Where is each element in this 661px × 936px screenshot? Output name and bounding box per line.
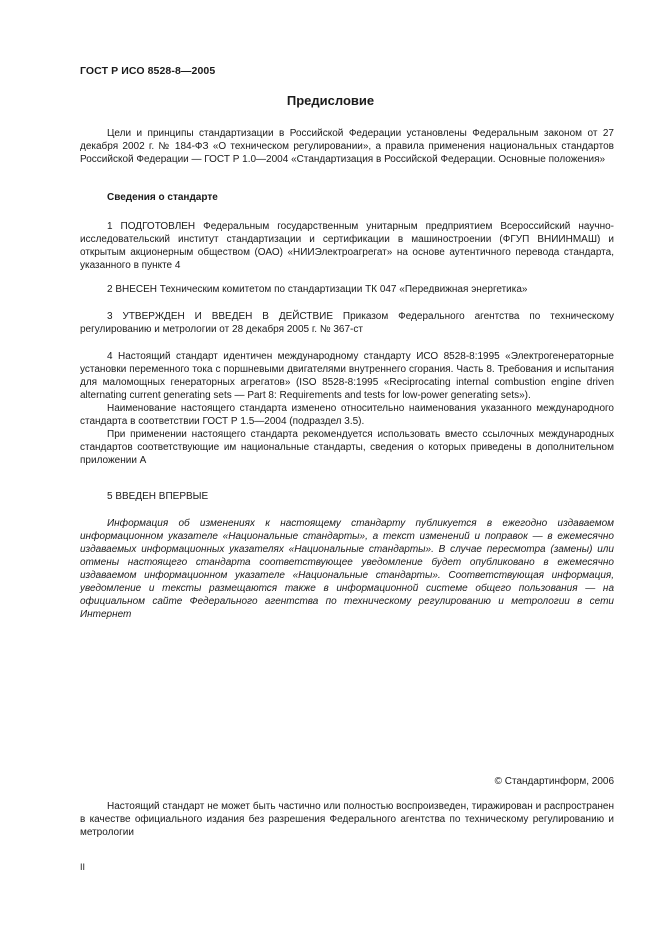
intro-paragraph <box>80 127 614 166</box>
item-4-text: 4 Настоящий стандарт идентичен международному стандарту ИСО 8528-8:1995 «Электрогенераторные установки переменного тока с поршневыми двигателями внутреннего сгорания. Часть 8. Требования и испытания для маломощных генераторных агрегатов» (ISO 8528-8:1995 «Reciprocating internal combustion engine driven alternating current generating sets — Part 8: Requirements and tests for low-power generating sets»). <box>80 351 614 401</box>
item-3 <box>80 310 614 336</box>
notice-text: Информация об изменениях к настоящему стандарту публикуется в ежегодно издаваемом информационном указателе «Национальные стандарты», а текст изменений и поправок — в ежемесячно издаваемых информационных указателях «Национальные стандарты». В случае пересмотра (замены) или отмены настоящего стандарта соответствующее уведомление будет опубликовано в ежемесячно издаваемом информационном указателе «Национальные стандарты». Соответствующая информация, уведомление и тексты размещаются также в информационной системе общего пользования — на официальном сайте Федерального агентства по техническому регулированию и метрологии в сети Интернет <box>80 518 614 620</box>
item-4-references-note: При применении настоящего стандарта рекомендуется использовать вместо ссылочных международных стандартов соответствующие им национальные стандарты, сведения о которых приведены в дополнительном приложении А <box>80 429 614 466</box>
copyright: © Стандартинформ, 2006 <box>494 776 614 787</box>
intro-text: Цели и принципы стандартизации в Российской Федерации установлены Федеральным законом от 27 декабря 2002 г. № 184-ФЗ «О техническом регулировании», а правила применения национальных стандартов Российской Федерации — ГОСТ Р 1.0—2004 «Стандартизация в Российской Федерации. Основные положения» <box>80 128 614 165</box>
page-title: Предисловие <box>286 93 375 108</box>
item-3-text: 3 УТВЕРЖДЕН И ВВЕДЕН В ДЕЙСТВИЕ Приказом Федерального агентства по техническому регулированию и метрологии от 28 декабря 2005 г. № 367-ст <box>80 311 614 335</box>
item-2 <box>80 283 614 296</box>
document-id: ГОСТ Р ИСО 8528-8—2005 <box>80 65 216 77</box>
legal-notice <box>80 800 614 839</box>
legal-text: Настоящий стандарт не может быть частично или полностью воспроизведен, тиражирован и распространен в качестве официального издания без разрешения Федерального агентства по техническому регулированию и метрологии <box>80 801 614 838</box>
section-heading: Сведения о стандарте <box>107 192 218 203</box>
item-5 <box>80 490 614 503</box>
item-4 <box>80 350 614 467</box>
notice-paragraph <box>80 517 614 621</box>
item-4-rename-note: Наименование настоящего стандарта изменено относительно наименования указанного международного стандарта в соответствии ГОСТ Р 1.5—2004 (подраздел 3.5). <box>80 403 614 427</box>
item-1 <box>80 220 614 272</box>
item-1-text: 1 ПОДГОТОВЛЕН Федеральным государственным унитарным предприятием Всероссийский научно-исследовательский институт стандартизации и сертификации в машиностроении (ФГУП ВНИИНМАШ) и открытым акционерным обществом (ОАО) «НИИЭлектроагрегат» на основе аутентичного перевода стандарта, указанного в пункте 4 <box>80 221 614 271</box>
page-number: II <box>80 862 86 872</box>
item-2-text: 2 ВНЕСЕН Техническим комитетом по стандартизации ТК 047 «Передвижная энергетика» <box>107 284 528 295</box>
item-5-text: 5 ВВЕДЕН ВПЕРВЫЕ <box>107 491 209 502</box>
